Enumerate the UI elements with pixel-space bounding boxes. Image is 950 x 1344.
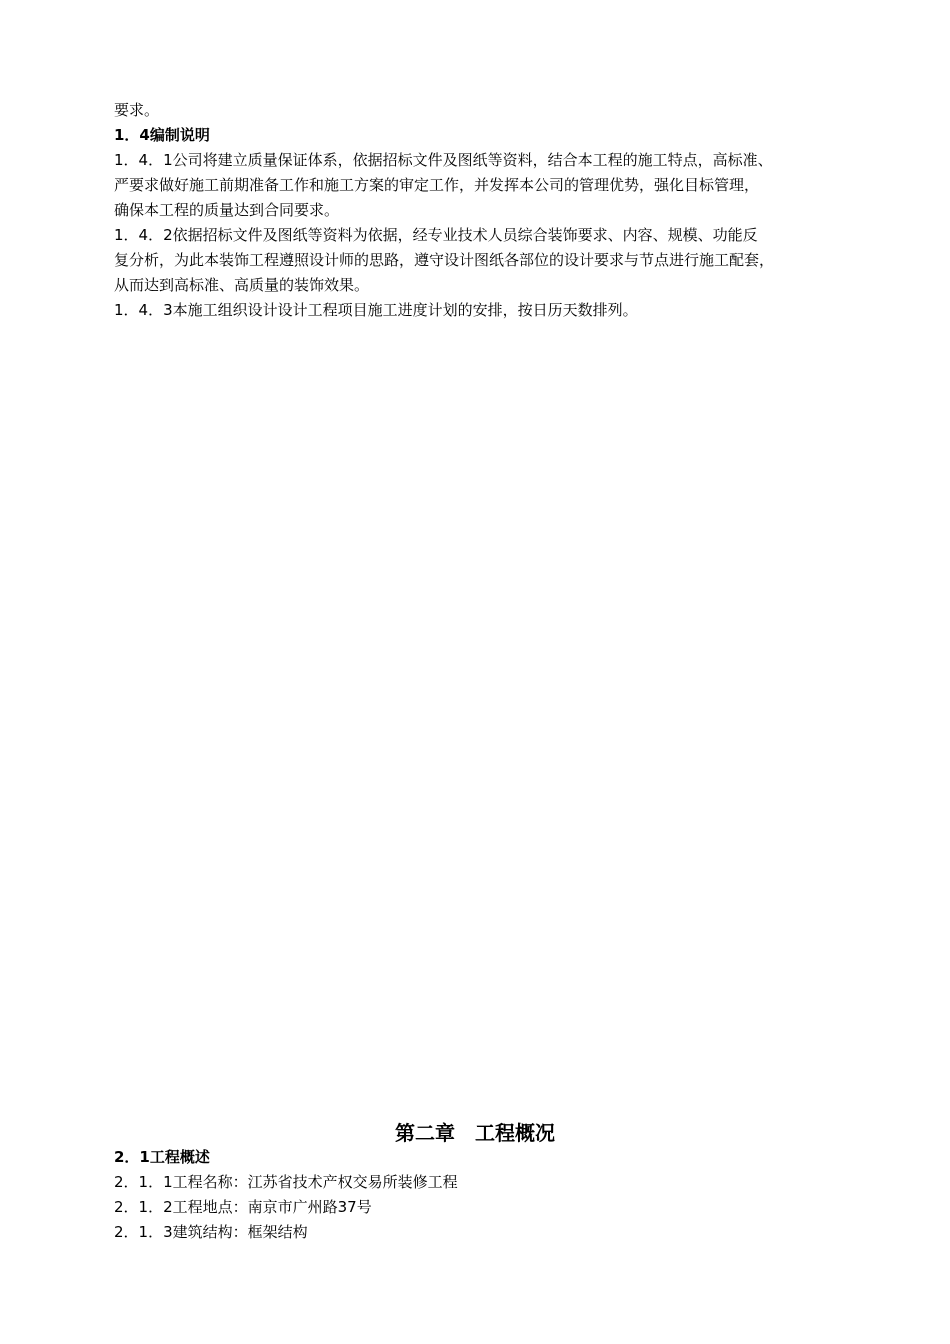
- section-heading-2-1: 2．1工程概述: [114, 1148, 210, 1166]
- paragraph-1-4-3: 1．4．3本施工组织设计设计工程项目施工进度计划的安排，按日历天数排列。: [114, 301, 638, 319]
- list-item: 2．1．2工程地点：南京市广州路37号: [114, 1198, 372, 1216]
- list-item: 2．1．1工程名称：江苏省技术产权交易所装修工程: [114, 1173, 458, 1191]
- continuation-text: 要求。: [114, 101, 160, 119]
- paragraph-1-4-1-line: 严要求做好施工前期准备工作和施工方案的审定工作，并发挥本公司的管理优势，强化目标管理，: [114, 176, 760, 194]
- list-item: 2．1．3建筑结构：框架结构: [114, 1223, 308, 1241]
- section-heading-1-4: 1．4编制说明: [114, 126, 210, 144]
- paragraph-1-4-1-line: 1．4．1公司将建立质量保证体系，依据招标文件及图纸等资料，结合本工程的施工特点，高标准、: [114, 151, 773, 169]
- section-2-1: [114, 1145, 854, 1245]
- paragraph-1-4-2-line: 1．4．2依据招标文件及图纸等资料为依据，经专业技术人员综合装饰要求、内容、规模、功能反: [114, 226, 758, 244]
- section-1-4: [114, 98, 854, 323]
- paragraph-1-4-1-line: 确保本工程的质量达到合同要求。: [114, 201, 340, 219]
- paragraph-1-4-2-line: 复分析，为此本装饰工程遵照设计师的思路，遵守设计图纸各部位的设计要求与节点进行施工配套，: [114, 251, 775, 269]
- chapter-title: 第二章 工程概况: [395, 1121, 555, 1145]
- paragraph-1-4-2-line: 从而达到高标准、高质量的装饰效果。: [114, 276, 370, 294]
